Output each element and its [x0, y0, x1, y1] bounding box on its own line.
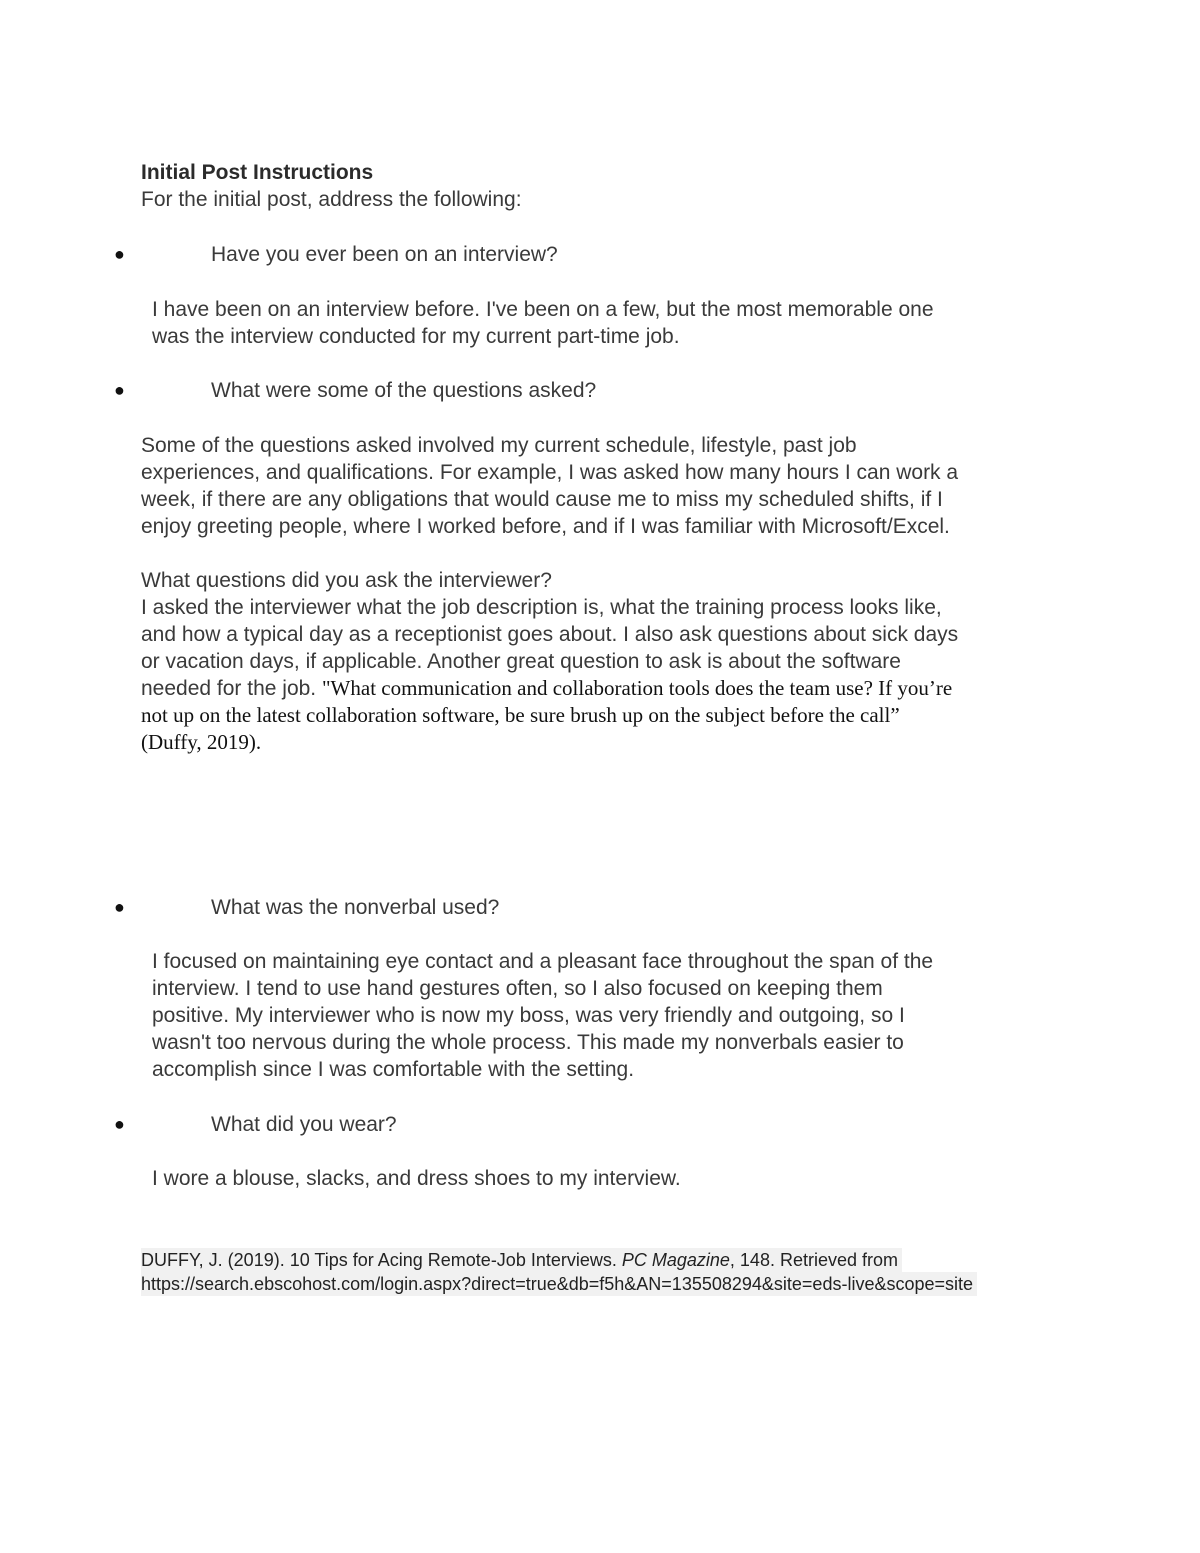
quote-text: "What communication and collaboration tools does the team use? If you’re — [321, 676, 953, 700]
reference-citation — [141, 1248, 902, 1272]
quote-text: not up on the latest collaboration software, be sure brush up on the subject before the call” — [141, 703, 900, 727]
reference-author-title: DUFFY, J. (2019). 10 Tips for Acing Remote-Job Interviews. — [141, 1250, 622, 1270]
quote-citation: (Duffy, 2019). — [141, 730, 262, 754]
answer-1-line: I have been on an interview before. I've been on a few, but the most memorable one — [152, 298, 934, 321]
interviewer-questions-line: and how a typical day as a receptionist goes about. I also ask questions about sick days — [141, 623, 959, 646]
bullet-icon: ● — [114, 1114, 125, 1134]
interviewer-questions-line: or vacation days, if applicable. Another great question to ask is about the software — [141, 650, 901, 673]
question-3: What was the nonverbal used? — [211, 896, 500, 919]
bullet-icon: ● — [114, 244, 125, 264]
bullet-icon: ● — [114, 380, 125, 400]
answer-2-line: experiences, and qualifications. For example, I was asked how many hours I can work a — [141, 461, 959, 484]
answer-3-line: wasn't too nervous during the whole process. This made my nonverbals easier to — [152, 1031, 904, 1054]
answer-3-line: I focused on maintaining eye contact and a pleasant face throughout the span of the — [152, 950, 934, 973]
answer-4 — [152, 1165, 681, 1192]
bullet-icon: ● — [114, 897, 125, 917]
question-2: What were some of the questions asked? — [211, 379, 597, 402]
question-1: Have you ever been on an interview? — [211, 243, 558, 266]
answer-4-line: I wore a blouse, slacks, and dress shoes to my interview. — [152, 1167, 681, 1190]
interviewer-questions-line: I asked the interviewer what the job description is, what the training process looks like, — [141, 596, 942, 619]
instructions-subtitle: For the initial post, address the following: — [141, 188, 522, 211]
answer-2-line: Some of the questions asked involved my current schedule, lifestyle, past job — [141, 434, 857, 457]
reference-journal: PC Magazine — [621, 1250, 730, 1270]
interviewer-questions-line — [141, 675, 958, 702]
answer-1-line: was the interview conducted for my current part-time job. — [152, 325, 680, 348]
question-4: What did you wear? — [211, 1113, 397, 1136]
answer-2-line: week, if there are any obligations that would cause me to miss my scheduled shifts, if I — [141, 488, 943, 511]
quote-lead-in: needed for the job. — [141, 677, 322, 700]
reference-details: , 148. Retrieved from — [729, 1250, 898, 1270]
answer-3 — [152, 948, 933, 1083]
answer-3-line: interview. I tend to use hand gestures often, so I also focused on keeping them — [152, 977, 883, 1000]
answer-2 — [141, 432, 958, 540]
interviewer-questions — [141, 567, 958, 756]
answer-3-line: accomplish since I was comfortable with the setting. — [152, 1058, 635, 1081]
answer-3-line: positive. My interviewer who is now my boss, was very friendly and outgoing, so I — [152, 1004, 905, 1027]
page-title: Initial Post Instructions — [141, 161, 374, 184]
answer-1 — [152, 296, 934, 350]
interviewer-questions-heading: What questions did you ask the interviewer? — [141, 569, 552, 592]
reference-url: https://search.ebscohost.com/login.aspx?direct=true&db=f5h&AN=135508294&site=eds-live&scope=site — [141, 1272, 977, 1296]
answer-2-line: enjoy greeting people, where I worked before, and if I was familiar with Microsoft/Excel. — [141, 515, 950, 538]
